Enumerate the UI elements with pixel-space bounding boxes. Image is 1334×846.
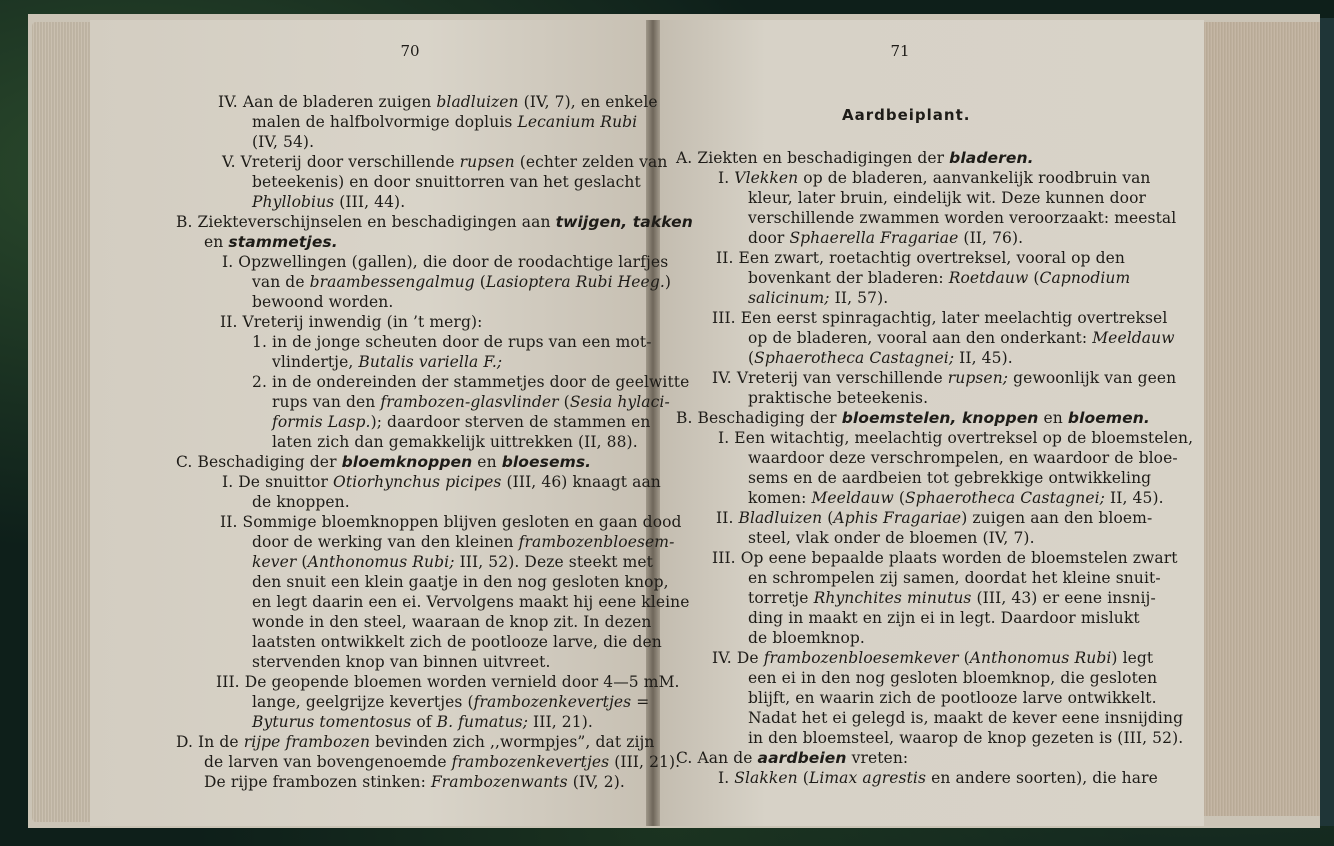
- text-segment: Slakken: [734, 769, 798, 787]
- text-segment: Vlekken: [734, 169, 799, 187]
- text-segment: C. Beschadiging der: [176, 453, 342, 471]
- text-line: [712, 368, 1176, 388]
- text-segment: in den bloemsteel, waarop de knop gezeten is (III, 52).: [748, 729, 1184, 747]
- text-line: [252, 292, 393, 312]
- text-line: [712, 308, 1167, 328]
- text-segment: (IV, 54).: [252, 133, 315, 151]
- text-segment: van de: [252, 273, 310, 291]
- text-segment: aardbeien: [757, 749, 847, 767]
- text-segment: I. Opzwellingen (gallen), die door de roodachtige larfjes: [222, 253, 669, 271]
- text-segment: laten zich dan gemakkelijk uittrekken (II, 88).: [272, 433, 638, 451]
- text-segment: en andere soorten), die hare: [926, 769, 1158, 787]
- text-line: [252, 372, 689, 392]
- text-segment: Sphaerotheca Castagnei;: [905, 489, 1106, 507]
- text-segment: IV. Aan de bladeren zuigen: [218, 93, 437, 111]
- text-segment: II, 45).: [954, 349, 1013, 367]
- text-segment: beteekenis) en door snuittorren van het geslacht: [252, 173, 641, 191]
- text-segment: laatsten ontwikkelt zich de pootlooze larve, die den: [252, 633, 662, 651]
- text-line: [748, 328, 1175, 348]
- text-segment: Meeldauw: [1092, 329, 1175, 347]
- text-segment: frambozenbloesemkever: [763, 649, 959, 667]
- text-segment: (III, 21).: [609, 753, 681, 771]
- text-line: [748, 568, 1161, 588]
- text-segment: bevinden zich ,,wormpjes”, dat zijn: [370, 733, 655, 751]
- text-segment: de larven van bovengenoemde: [204, 753, 452, 771]
- text-line: [204, 752, 680, 772]
- text-segment: ) legt: [1111, 649, 1154, 667]
- text-line: [676, 148, 1034, 168]
- text-line: [718, 768, 1158, 788]
- text-segment: Byturus tomentosus: [252, 713, 412, 731]
- text-line: [748, 288, 888, 308]
- text-line: [748, 528, 1035, 548]
- text-segment: praktische beteekenis.: [748, 389, 929, 407]
- text-segment: Butalis variella F.;: [358, 353, 503, 371]
- text-line: [252, 552, 653, 572]
- text-line: [252, 132, 314, 152]
- text-segment: II, 57).: [829, 289, 889, 307]
- text-segment: frambozenbloesem-: [518, 533, 675, 551]
- text-segment: rupsen: [459, 153, 515, 171]
- text-line: [176, 732, 655, 752]
- text-line: [252, 712, 593, 732]
- text-line: [222, 472, 661, 492]
- text-segment: op de bladeren, vooral aan den onderkant:: [748, 329, 1093, 347]
- text-line: [748, 468, 1151, 488]
- text-line: [252, 172, 641, 192]
- text-line: [252, 192, 405, 212]
- text-segment: Frambozenwants: [430, 773, 568, 791]
- text-segment: D. In de: [176, 733, 244, 751]
- text-line: [748, 588, 1156, 608]
- text-segment: ): [664, 273, 672, 291]
- text-segment: Otiorhynchus picipes: [333, 473, 502, 491]
- text-segment: bovenkant der bladeren:: [748, 269, 949, 287]
- text-segment: rijpe frambozen: [243, 733, 371, 751]
- text-line: [748, 448, 1178, 468]
- text-segment: III. De geopende bloemen worden vernield door 4—5 mM.: [216, 673, 680, 691]
- text-line: [748, 488, 1164, 508]
- left-page-number: 70: [400, 42, 420, 60]
- text-segment: bladluizen: [436, 93, 519, 111]
- text-segment: (: [474, 273, 486, 291]
- text-line: [748, 268, 1130, 288]
- text-segment: B. fumatus;: [436, 713, 529, 731]
- text-segment: (: [893, 489, 906, 507]
- text-line: [748, 688, 1157, 708]
- text-segment: en schrompelen zij samen, doordat het kleine snuit-: [748, 569, 1161, 587]
- text-segment: II. Sommige bloemknoppen blijven gesloten en gaan dood: [220, 513, 682, 531]
- text-segment: torretje: [748, 589, 814, 607]
- text-segment: de bloemknop.: [748, 629, 865, 647]
- text-segment: door de werking van den kleinen: [252, 533, 519, 551]
- text-segment: II. Een zwart, roetachtig overtreksel, vooral op den: [716, 249, 1125, 267]
- text-segment: Meeldauw: [811, 489, 894, 507]
- right-page-number: 71: [890, 42, 910, 60]
- text-segment: Roetdauw: [948, 269, 1029, 287]
- text-line: [176, 452, 591, 472]
- text-segment: Lasioptera Rubi Heeg.: [485, 273, 665, 291]
- right-page-edges: [1204, 22, 1322, 816]
- text-segment: bloemknoppen: [341, 453, 473, 471]
- text-line: [748, 388, 928, 408]
- text-line: [272, 432, 638, 452]
- text-line: [252, 272, 671, 292]
- text-line: [204, 772, 625, 792]
- text-line: [748, 348, 1013, 368]
- text-segment: (: [797, 769, 809, 787]
- text-segment: gewoonlijk van geen: [1008, 369, 1177, 387]
- text-segment: 1. in de jonge scheuten door de rups van een mot-: [252, 333, 652, 351]
- text-segment: Lecanium Rubi: [517, 113, 638, 131]
- text-segment: I. De snuittor: [222, 473, 334, 491]
- text-segment: C. Aan de: [676, 749, 758, 767]
- text-segment: (IV, 2).: [567, 773, 625, 791]
- text-segment: I. Een witachtig, meelachtig overtreksel op de bloemstelen,: [718, 429, 1194, 447]
- text-segment: de knoppen.: [252, 493, 350, 511]
- text-segment: sems en de aardbeien tot gebrekkige ontwikkeling: [748, 469, 1152, 487]
- text-line: [676, 408, 1150, 428]
- text-segment: vlindertje,: [272, 353, 359, 371]
- text-line: [218, 92, 658, 112]
- text-segment: den snuit een klein gaatje in den nog gesloten knop,: [252, 573, 669, 591]
- text-segment: Anthonomus Rubi: [969, 649, 1112, 667]
- text-segment: 2. in de ondereinden der stammetjes door de geelwitte: [252, 373, 690, 391]
- text-line: [748, 188, 1146, 208]
- text-segment: (: [1028, 269, 1040, 287]
- text-line: [748, 728, 1183, 748]
- text-line: [252, 112, 637, 132]
- text-line: [272, 412, 650, 432]
- text-segment: Sphaerotheca Castagnei;: [754, 349, 955, 367]
- text-segment: II, 45).: [1105, 489, 1164, 507]
- text-segment: IV. De: [712, 649, 764, 667]
- text-line: [252, 332, 652, 352]
- text-segment: Sesia hylaci-: [569, 393, 670, 411]
- text-segment: kleur, later bruin, eindelijk wit. Deze kunnen door: [748, 189, 1147, 207]
- text-line: [676, 748, 908, 768]
- text-segment: lange, geelgrijze kevertjes (: [252, 693, 474, 711]
- text-line: [748, 228, 1023, 248]
- text-segment: een ei in den nog gesloten bloemknop, die gesloten: [748, 669, 1158, 687]
- text-segment: (III, 43) er eene insnij-: [971, 589, 1156, 607]
- text-line: [220, 312, 482, 332]
- text-segment: (: [958, 649, 970, 667]
- book-cover-edge: [1320, 18, 1334, 826]
- text-line: [272, 352, 502, 372]
- text-segment: frambozen-glasvlinder: [380, 393, 559, 411]
- text-line: [222, 252, 668, 272]
- text-segment: III, 52). Deze steekt met: [454, 553, 653, 571]
- text-segment: komen:: [748, 489, 812, 507]
- text-line: [252, 632, 662, 652]
- text-segment: twijgen, takken: [555, 213, 693, 231]
- text-line: [718, 168, 1151, 188]
- text-line: [748, 208, 1176, 228]
- text-segment: (III, 46) knaagt aan: [501, 473, 661, 491]
- text-segment: en: [1038, 409, 1068, 427]
- text-segment: Limax agrestis: [808, 769, 927, 787]
- text-line: [718, 428, 1193, 448]
- left-page-edges: [32, 22, 92, 822]
- text-segment: braambessengalmug: [309, 273, 475, 291]
- text-segment: en: [472, 453, 502, 471]
- text-segment: Anthonomus Rubi;: [307, 553, 455, 571]
- text-segment: (: [296, 553, 308, 571]
- text-segment: A. Ziekten en beschadigingen der: [676, 149, 950, 167]
- text-segment: bladeren.: [949, 149, 1034, 167]
- text-segment: stervenden knop van binnen uitvreet.: [252, 653, 551, 671]
- text-line: [712, 648, 1153, 668]
- text-segment: steel, vlak onder de bloemen (IV, 7).: [748, 529, 1035, 547]
- text-segment: vreten:: [846, 749, 909, 767]
- text-segment: Nadat het ei gelegd is, maakt de kever eene insnijding: [748, 709, 1184, 727]
- text-segment: Capnodium: [1039, 269, 1131, 287]
- text-segment: II. Vreterij inwendig (in ’t merg):: [220, 313, 483, 331]
- text-segment: en: [204, 233, 229, 251]
- text-segment: waardoor deze verschrompelen, en waardoor de bloe-: [748, 449, 1178, 467]
- text-segment: ding in maakt en zijn ei in legt. Daardoor mislukt: [748, 609, 1140, 627]
- text-segment: I.: [718, 169, 735, 187]
- text-segment: (echter zelden van: [514, 153, 668, 171]
- text-segment: malen de halfbolvormige dopluis: [252, 113, 518, 131]
- text-segment: of: [411, 713, 437, 731]
- text-segment: verschillende zwammen worden veroorzaakt: meestal: [748, 209, 1177, 227]
- text-line: [176, 212, 693, 232]
- text-segment: bloemen.: [1067, 409, 1150, 427]
- text-segment: Bladluizen: [738, 509, 823, 527]
- text-line: [204, 232, 338, 252]
- text-line: [748, 628, 865, 648]
- text-segment: (: [748, 349, 755, 367]
- text-line: [748, 708, 1183, 728]
- text-segment: op de bladeren, aanvankelijk roodbruin van: [798, 169, 1151, 187]
- text-line: [252, 532, 674, 552]
- text-line: [252, 492, 350, 512]
- text-segment: salicinum;: [748, 289, 830, 307]
- page-title: Aardbeiplant.: [842, 106, 971, 124]
- text-segment: bloesems.: [501, 453, 592, 471]
- text-segment: rupsen;: [947, 369, 1009, 387]
- text-segment: frambozenkevertjes: [451, 753, 610, 771]
- text-segment: I.: [718, 769, 735, 787]
- text-line: [748, 668, 1157, 688]
- text-line: [216, 672, 680, 692]
- text-segment: II.: [716, 509, 739, 527]
- text-segment: Rhynchites minutus: [813, 589, 972, 607]
- text-line: [712, 548, 1178, 568]
- text-segment: III, 21).: [528, 713, 593, 731]
- text-segment: B. Beschadiging der: [676, 409, 842, 427]
- text-line: [716, 508, 1152, 528]
- text-line: [252, 592, 690, 612]
- text-segment: (III, 44).: [334, 193, 406, 211]
- text-segment: V. Vreterij door verschillende: [222, 153, 460, 171]
- text-segment: III. Een eerst spinragachtig, later meelachtig overtreksel: [712, 309, 1168, 327]
- text-segment: (: [558, 393, 570, 411]
- text-segment: ) zuigen aan den bloem-: [961, 509, 1153, 527]
- text-line: [222, 152, 667, 172]
- text-segment: (IV, 7), en enkele: [518, 93, 658, 111]
- text-segment: Phyllobius: [252, 193, 335, 211]
- text-segment: bewoond worden.: [252, 293, 394, 311]
- text-segment: ); daardoor sterven de stammen en: [370, 413, 651, 431]
- text-segment: blijft, en waarin zich de pootlooze larve ontwikkelt.: [748, 689, 1157, 707]
- text-line: [252, 652, 551, 672]
- text-line: [272, 392, 670, 412]
- text-line: [252, 692, 649, 712]
- text-segment: IV. Vreterij van verschillende: [712, 369, 948, 387]
- text-segment: bloemstelen, knoppen: [841, 409, 1039, 427]
- text-line: [748, 608, 1140, 628]
- text-segment: frambozenkevertjes =: [473, 693, 650, 711]
- text-line: [252, 612, 652, 632]
- text-segment: B. Ziekteverschijnselen en beschadigingen aan: [176, 213, 556, 231]
- text-segment: kever: [252, 553, 297, 571]
- text-line: [716, 248, 1125, 268]
- text-segment: Aphis Fragariae: [833, 509, 962, 527]
- text-segment: De rijpe frambozen stinken:: [204, 773, 431, 791]
- text-line: [220, 512, 682, 532]
- text-line: [252, 572, 669, 592]
- text-segment: door: [748, 229, 790, 247]
- text-segment: Sphaerella Fragariae: [789, 229, 959, 247]
- text-segment: III. Op eene bepaalde plaats worden de bloemstelen zwart: [712, 549, 1178, 567]
- text-segment: stammetjes.: [228, 233, 338, 251]
- text-segment: (II, 76).: [958, 229, 1024, 247]
- text-segment: en legt daarin een ei. Vervolgens maakt hij eene kleine: [252, 593, 690, 611]
- text-segment: rups van den: [272, 393, 381, 411]
- text-segment: (: [822, 509, 834, 527]
- text-segment: wonde in den steel, waaraan de knop zit. In dezen: [252, 613, 652, 631]
- text-segment: formis Lasp.: [272, 413, 371, 431]
